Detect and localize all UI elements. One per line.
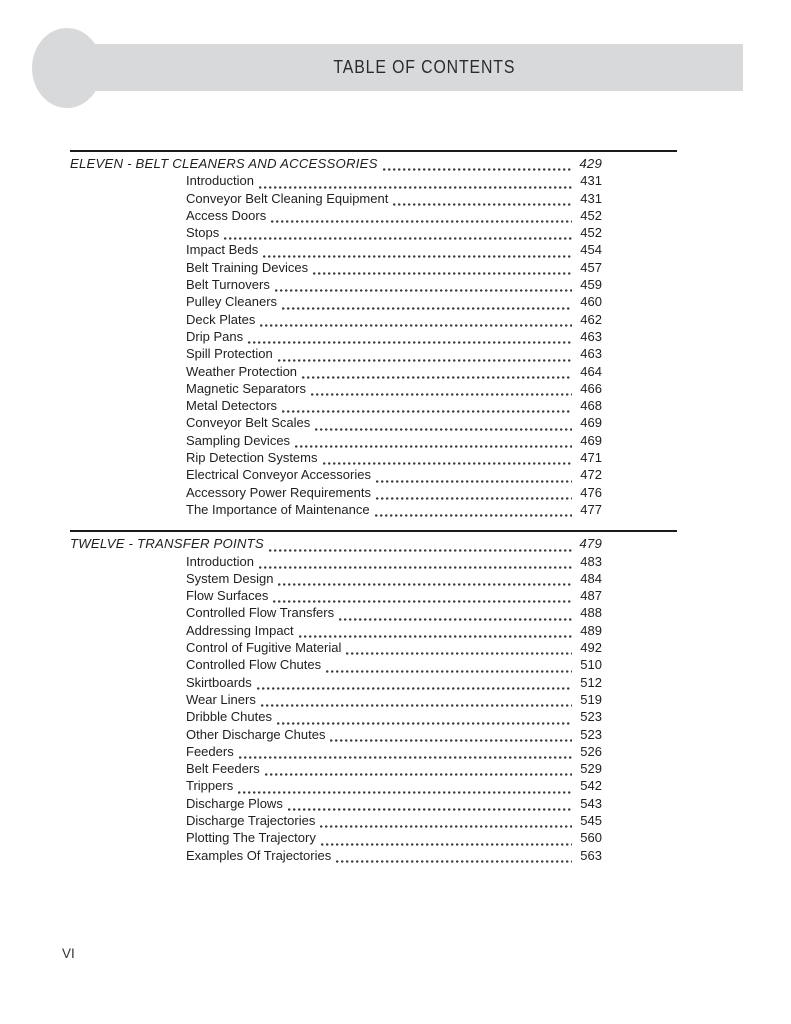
toc-entry-label: Control of Fugitive Material [186, 640, 342, 656]
toc-entry-label: Discharge Plows [186, 795, 283, 811]
toc-entry-label: Conveyor Belt Scales [186, 415, 311, 431]
dot-leader [248, 341, 572, 344]
toc-entry-page-number: 459 [580, 277, 602, 293]
toc-entry-row [70, 796, 602, 813]
toc-entry-page-number: 460 [580, 294, 602, 310]
toc-entry-label: Introduction [186, 553, 254, 569]
toc-entry-label: Trippers [186, 778, 234, 794]
toc-entry-label: Controlled Flow Chutes [186, 657, 322, 673]
toc-entry-page-number: 489 [580, 622, 602, 638]
toc-entry-row [70, 329, 602, 346]
toc-entry-label: Belt Training Devices [186, 259, 309, 275]
toc-entry-page-number: 431 [580, 173, 602, 189]
toc-section [70, 150, 677, 519]
toc-entry-row [70, 312, 602, 329]
toc-entry-row [70, 225, 602, 242]
dot-leader [311, 393, 572, 396]
toc-entry-page-number: 545 [580, 812, 602, 828]
dot-leader [263, 255, 572, 258]
toc-entry-row [70, 191, 602, 208]
toc-entry-page-number: 471 [580, 450, 602, 466]
toc-entry-label: Plotting The Trajectory [186, 830, 316, 846]
toc-entry-page-number: 523 [580, 726, 602, 742]
toc-entry-label: Accessory Power Requirements [186, 484, 371, 500]
toc-entry-row [70, 623, 602, 640]
toc-section-title-row [70, 536, 602, 553]
toc-entry-page-number: 468 [580, 398, 602, 414]
toc-entry-page-number: 469 [580, 432, 602, 448]
toc-entry-label: Metal Detectors [186, 398, 278, 414]
dot-leader [238, 791, 572, 794]
toc-entry-page-number: 519 [580, 691, 602, 707]
toc-entry-row [70, 761, 602, 778]
toc-entry-row [70, 571, 602, 588]
toc-entry-label: System Design [186, 570, 274, 586]
toc-entry-label: Flow Surfaces [186, 588, 269, 604]
toc-entry-row [70, 433, 602, 450]
toc-entry-label: Feeders [186, 743, 234, 759]
dot-leader [321, 843, 572, 846]
dot-leader [278, 583, 572, 586]
toc-entry-row [70, 260, 602, 277]
toc-entry-row [70, 242, 602, 259]
toc-entry-page-number: 457 [580, 259, 602, 275]
toc-entry-label: Examples Of Trajectories [186, 847, 332, 863]
toc-entry-page-number: 454 [580, 242, 602, 258]
dot-leader [376, 497, 572, 500]
toc-section-title: ELEVEN - BELT CLEANERS AND ACCESSORIES [70, 156, 378, 171]
toc-section-title-row [70, 156, 602, 173]
toc-entry-page-number: 488 [580, 605, 602, 621]
toc-entry-label: Impact Beds [186, 242, 259, 258]
dot-leader [336, 860, 572, 863]
toc-entry-page-number: 469 [580, 415, 602, 431]
dot-leader [275, 289, 572, 292]
toc-entry-row [70, 346, 602, 363]
toc-section-page-number: 479 [579, 536, 602, 552]
toc-entry-page-number: 492 [580, 640, 602, 656]
dot-leader [282, 307, 572, 310]
toc-entry-label: Conveyor Belt Cleaning Equipment [186, 190, 389, 206]
dot-leader [273, 600, 572, 603]
toc-entry-row [70, 657, 602, 674]
dot-leader [257, 687, 572, 690]
toc-entry-label: Belt Turnovers [186, 277, 270, 293]
toc-entry-label: Spill Protection [186, 346, 273, 362]
toc-entry-label: The Importance of Maintenance [186, 501, 370, 517]
toc-section-page-number: 429 [579, 156, 602, 171]
toc-entry-row [70, 450, 602, 467]
toc-entry-page-number: 462 [580, 311, 602, 327]
toc-entry-row [70, 415, 602, 432]
toc-entry-label: Stops [186, 225, 220, 241]
dot-leader [346, 652, 572, 655]
toc-entry-label: Wear Liners [186, 691, 256, 707]
toc-entry-row [70, 173, 602, 190]
toc-entry-page-number: 526 [580, 743, 602, 759]
dot-leader [323, 462, 573, 465]
toc-entry-row [70, 398, 602, 415]
toc-entry-label: Weather Protection [186, 363, 298, 379]
page-title: TABLE OF CONTENTS [333, 57, 516, 77]
toc-entry-row [70, 208, 602, 225]
dot-leader [375, 514, 572, 517]
toc-entry-page-number: 452 [580, 225, 602, 241]
toc-entry-row [70, 588, 602, 605]
dot-leader [261, 704, 572, 707]
toc-entry-row [70, 744, 602, 761]
toc-entry-page-number: 529 [580, 761, 602, 777]
toc-entry-page-number: 463 [580, 346, 602, 362]
toc-entry-page-number: 542 [580, 778, 602, 794]
dot-leader [282, 410, 572, 413]
toc-entry-label: Pulley Cleaners [186, 294, 278, 310]
toc-entry-label: Drip Pans [186, 328, 244, 344]
dot-leader [259, 186, 572, 189]
dot-leader [383, 168, 572, 171]
toc-entry-row [70, 848, 602, 865]
toc-entry-row [70, 675, 602, 692]
toc-entry-row [70, 813, 602, 830]
toc-entry-page-number: 463 [580, 328, 602, 344]
toc-entry-label: Access Doors [186, 207, 267, 223]
dot-leader [224, 237, 572, 240]
dot-leader [278, 359, 572, 362]
toc-entry-row [70, 778, 602, 795]
toc-entry-row [70, 381, 602, 398]
dot-leader [259, 566, 572, 569]
dot-leader [326, 670, 572, 673]
dot-leader [260, 324, 572, 327]
toc-entry-row [70, 554, 602, 571]
dot-leader [376, 480, 572, 483]
toc-entry-row [70, 294, 602, 311]
toc-entry-label: Belt Feeders [186, 761, 260, 777]
toc-entry-label: Addressing Impact [186, 622, 294, 638]
table-of-contents [70, 150, 677, 865]
toc-entry-row [70, 467, 602, 484]
toc-entry-label: Sampling Devices [186, 432, 291, 448]
toc-entry-page-number: 477 [580, 501, 602, 517]
toc-entry-page-number: 560 [580, 830, 602, 846]
toc-entry-row [70, 830, 602, 847]
section-divider-rule [70, 150, 677, 152]
dot-leader [288, 808, 572, 811]
dot-leader [239, 756, 572, 759]
toc-entry-page-number: 543 [580, 795, 602, 811]
toc-entry-row [70, 364, 602, 381]
toc-entry-row [70, 692, 602, 709]
toc-entry-row [70, 709, 602, 726]
toc-entry-label: Dribble Chutes [186, 709, 272, 725]
toc-entry-label: Deck Plates [186, 311, 256, 327]
section-divider-rule [70, 530, 677, 532]
toc-section [70, 530, 677, 865]
toc-entry-row [70, 485, 602, 502]
dot-leader [277, 722, 572, 725]
dot-leader [339, 618, 572, 621]
toc-entry-label: Discharge Trajectories [186, 812, 316, 828]
toc-entry-label: Introduction [186, 173, 254, 189]
dot-leader [315, 428, 572, 431]
dot-leader [265, 773, 572, 776]
toc-entry-label: Rip Detection Systems [186, 450, 318, 466]
dot-leader [295, 445, 572, 448]
toc-entry-page-number: 452 [580, 207, 602, 223]
dot-leader [320, 825, 572, 828]
dot-leader [299, 635, 572, 638]
dot-leader [393, 203, 572, 206]
toc-entry-page-number: 487 [580, 588, 602, 604]
toc-entry-page-number: 472 [580, 467, 602, 483]
dot-leader [313, 272, 572, 275]
toc-entry-row [70, 277, 602, 294]
toc-entry-page-number: 484 [580, 570, 602, 586]
toc-entry-page-number: 476 [580, 484, 602, 500]
toc-entry-row [70, 605, 602, 622]
dot-leader [269, 549, 572, 552]
toc-entry-page-number: 466 [580, 380, 602, 396]
dot-leader [302, 376, 572, 379]
toc-section-title: TWELVE - TRANSFER POINTS [70, 536, 264, 552]
toc-entry-row [70, 502, 602, 519]
toc-entry-label: Electrical Conveyor Accessories [186, 467, 371, 483]
page-header-banner [60, 44, 743, 91]
toc-entry-label: Controlled Flow Transfers [186, 605, 335, 621]
toc-entry-row [70, 727, 602, 744]
toc-entry-page-number: 523 [580, 709, 602, 725]
toc-entry-page-number: 510 [580, 657, 602, 673]
toc-entry-page-number: 464 [580, 363, 602, 379]
dot-leader [271, 220, 572, 223]
toc-entry-label: Skirtboards [186, 674, 252, 690]
toc-entry-row [70, 640, 602, 657]
toc-entry-page-number: 563 [580, 847, 602, 863]
toc-entry-label: Magnetic Separators [186, 380, 306, 396]
toc-entry-page-number: 512 [580, 674, 602, 690]
toc-entry-page-number: 483 [580, 553, 602, 569]
page-number-label: VI [62, 946, 75, 961]
dot-leader [330, 739, 572, 742]
toc-entry-page-number: 431 [580, 190, 602, 206]
toc-entry-label: Other Discharge Chutes [186, 726, 326, 742]
